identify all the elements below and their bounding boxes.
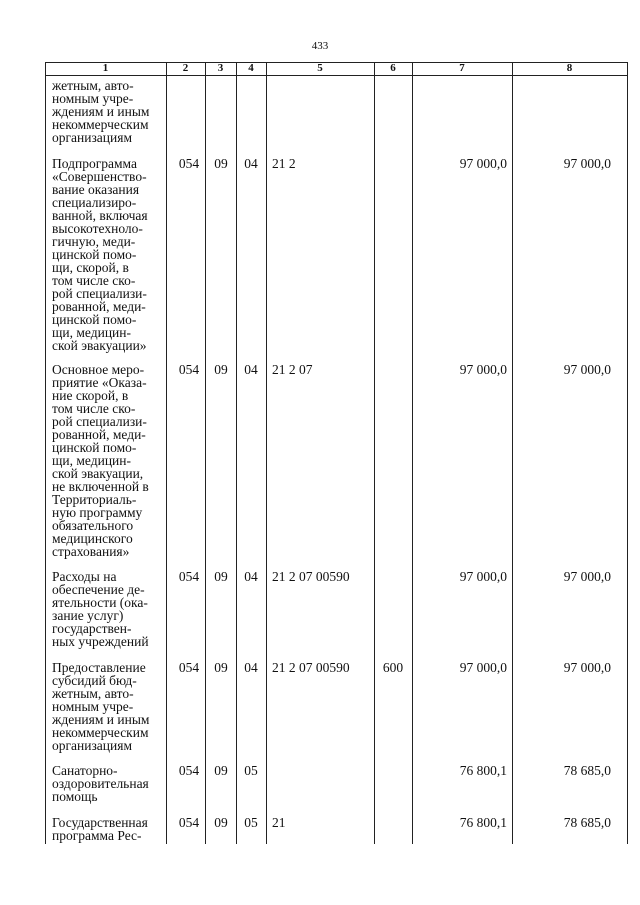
- col-border-7: [512, 62, 513, 844]
- table-row-2-name: Основное меро- приятие «Оказа- ние скорой, в том числе ско- рой специализи- рованной, меди- цинской помо- щи, медицин- ской эвакуации, не включенной в Территориаль- ную программу обязательного медицинского страхования»: [52, 362, 149, 559]
- col-border-8: [627, 62, 628, 844]
- header-bottom-border: [45, 75, 628, 76]
- table-row-2-col3: 09: [214, 362, 228, 377]
- table-row-3-col8: 97 000,0: [563, 569, 611, 584]
- header-col-2: 2: [182, 62, 189, 74]
- header-col-8: 8: [566, 62, 573, 74]
- table-row-1-col3: 09: [214, 156, 228, 171]
- table-row-4-col3: 09: [214, 660, 228, 675]
- table-row-2-col7: 97 000,0: [459, 362, 507, 377]
- table-row-5-col3: 09: [214, 763, 228, 778]
- col-border-2: [205, 62, 206, 844]
- table-row-4-col2: 054: [178, 660, 200, 675]
- header-col-3: 3: [217, 62, 224, 74]
- table-row-2-col4: 04: [244, 362, 258, 377]
- table-row-1-col2: 054: [178, 156, 200, 171]
- table-row-3-name: Расходы на обеспечение де- ятельности (ока- зание услуг) государствен- ных учреждений: [52, 569, 149, 649]
- table-row-4-col5: 21 2 07 00590: [272, 660, 350, 675]
- table-row-4-col8: 97 000,0: [563, 660, 611, 675]
- table-row-5-col4: 05: [244, 763, 258, 778]
- header-col-4: 4: [248, 62, 254, 74]
- col-border-6: [412, 62, 413, 844]
- col-border-1: [166, 62, 167, 844]
- table-row-2-col5: 21 2 07: [272, 362, 313, 377]
- table-row-4-col6: 600: [382, 660, 404, 675]
- table-row-5-col7: 76 800,1: [459, 763, 507, 778]
- table-row-5-col2: 054: [178, 763, 200, 778]
- table-row-3-col4: 04: [244, 569, 258, 584]
- table-row-3-col7: 97 000,0: [459, 569, 507, 584]
- table-row-1-col7: 97 000,0: [459, 156, 507, 171]
- table-row-1-col5: 21 2: [272, 156, 296, 171]
- table-row-5-name: Санаторно- оздоровительная помощь: [52, 763, 149, 804]
- page-number: 433: [311, 40, 329, 52]
- col-border-4: [266, 62, 267, 844]
- table-row-6-col7: 76 800,1: [459, 815, 507, 830]
- table-row-6-name: Государственная программа Рес-: [52, 815, 148, 843]
- table-row-6-col3: 09: [214, 815, 228, 830]
- table-row-6-col4: 05: [244, 815, 258, 830]
- table-row-6-col8: 78 685,0: [563, 815, 611, 830]
- table-row-4-col4: 04: [244, 660, 258, 675]
- header-col-6: 6: [390, 62, 396, 74]
- table-row-5-col8: 78 685,0: [563, 763, 611, 778]
- table-row-3-col5: 21 2 07 00590: [272, 569, 350, 584]
- table-row-1-col4: 04: [244, 156, 258, 171]
- table-row-3-col2: 054: [178, 569, 200, 584]
- col-border-0: [45, 62, 46, 844]
- table-row-2-col8: 97 000,0: [563, 362, 611, 377]
- table-row-4-name: Предоставление субсидий бюд- жетным, авто- номным учре- ждениям и иным некоммерческим организациям: [52, 660, 150, 753]
- table-row-6-col2: 054: [178, 815, 200, 830]
- table-row-0-name: жетным, авто- номным учре- ждениям и иным некоммерческим организациям: [52, 78, 150, 145]
- table-row-2-col2: 054: [178, 362, 200, 377]
- table-row-4-col7: 97 000,0: [459, 660, 507, 675]
- table-row-6-col5: 21: [272, 815, 286, 830]
- table-row-3-col3: 09: [214, 569, 228, 584]
- table-row-1-name: Подпрограмма «Совершенство- вание оказания специализиро- ванной, включая высокотехноло- гичную, меди- цинской помо- щи, скорой, в том числе ско- рой специализи- рованной, меди- цинской помо- щи, медицин- ской эвакуации»: [52, 156, 148, 353]
- col-border-3: [236, 62, 237, 844]
- header-col-1: 1: [102, 62, 109, 74]
- col-border-5: [374, 62, 375, 844]
- header-col-7: 7: [459, 62, 465, 74]
- table-row-1-col8: 97 000,0: [563, 156, 611, 171]
- header-col-5: 5: [317, 62, 323, 74]
